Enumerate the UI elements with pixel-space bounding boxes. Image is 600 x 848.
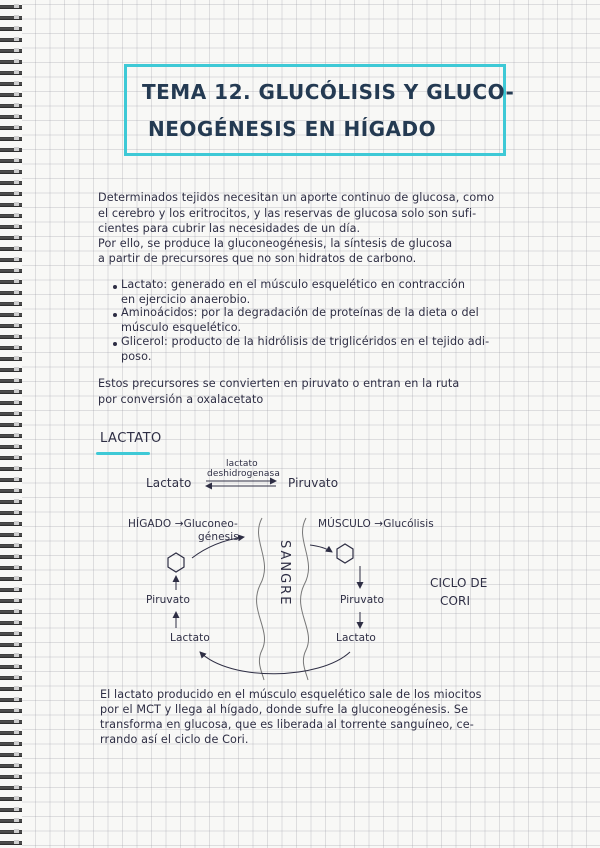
blood-label: SANGRE (277, 540, 292, 607)
muscle-label: MÚSCULO →Glucólisis (318, 518, 434, 530)
section-underline (96, 452, 150, 455)
bullet-dot (113, 313, 117, 317)
bullet-line: Glicerol: producto de la hidrólisis de triglicéridos en el tejido adi- (121, 335, 490, 348)
liver-pyruvate: Piruvato (146, 594, 190, 606)
bullet-line: Aminoácidos: por la degradación de proteínas de la dieta o del (121, 306, 479, 319)
enzyme-label-2: deshidrogenasa (207, 469, 280, 479)
page-title-line-2: NEOGÉNESIS EN HÍGADO (148, 117, 437, 141)
reaction-product: Piruvato (288, 476, 339, 490)
cycle-name-2: CORI (440, 594, 471, 608)
title-box (124, 64, 506, 156)
bullet-line: Lactato: generado en el músculo esquelético en contracción (121, 278, 466, 291)
liver-label-2: génesis (198, 531, 239, 543)
bullet-line: músculo esquelético. (121, 321, 242, 334)
reaction-substrate: Lactato (146, 476, 192, 490)
cycle-name-1: CICLO DE (430, 576, 488, 590)
bullet-line: en ejercicio anaerobio. (121, 293, 251, 306)
summary-line: transforma en glucosa, que es liberada al torrente sanguíneo, ce- (100, 718, 474, 731)
intro-line: a partir de precursores que no son hidratos de carbono. (98, 252, 417, 265)
bullet-dot (113, 342, 117, 346)
liver-lactate: Lactato (170, 632, 210, 644)
spiral-holes (14, 0, 19, 848)
bullet-dot (113, 285, 117, 289)
muscle-pyruvate: Piruvato (340, 594, 384, 606)
muscle-lactate: Lactato (336, 632, 376, 644)
page-title-line-1: TEMA 12. GLUCÓLISIS Y GLUCO- (142, 80, 515, 104)
intro-line: Por ello, se produce la gluconeogénesis, la síntesis de glucosa (98, 237, 453, 250)
section-heading-lactato: LACTATO (100, 431, 162, 446)
intro-line: el cerebro y los eritrocitos, y las reservas de glucosa solo son sufi- (98, 207, 477, 220)
intro-line: cientes para cubrir las necesidades de un día. (98, 222, 361, 235)
liver-label: HÍGADO →Gluconeo- (128, 518, 238, 530)
precursors-line: por conversión a oxalacetato (98, 393, 264, 406)
intro-line: Determinados tejidos necesitan un aporte continuo de glucosa, como (98, 191, 495, 204)
bullet-line: poso. (121, 350, 152, 363)
enzyme-label: lactato (226, 459, 258, 469)
precursors-line: Estos precursores se convierten en piruvato o entran en la ruta (98, 377, 460, 390)
summary-line: por el MCT y llega al hígado, donde sufre la gluconeogénesis. Se (100, 703, 469, 716)
summary-line: El lactato producido en el músculo esquelético sale de los miocitos (100, 688, 482, 701)
summary-line: rrando así el ciclo de Cori. (100, 733, 249, 746)
